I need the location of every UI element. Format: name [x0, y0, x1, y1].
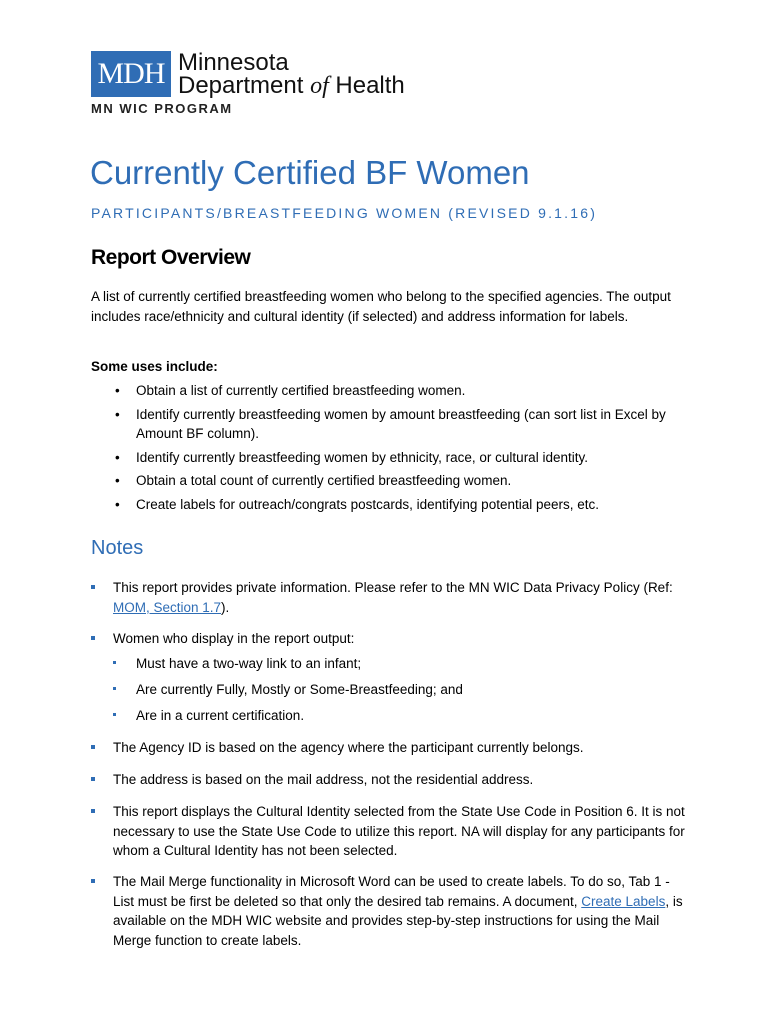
square-bullet-icon: [91, 879, 95, 883]
mdh-logo: [91, 50, 405, 98]
square-bullet-icon: [91, 777, 95, 781]
document-subtitle: PARTICIPANTS/BREASTFEEDING WOMEN (REVISED 9.1.16): [91, 205, 598, 221]
small-square-bullet-icon: [113, 687, 116, 690]
note-mail-merge-end: , is available on the MDH WIC website and provides step-by-step instructions for using the Mail Merge function to create labels.: [113, 893, 683, 948]
note-privacy: [91, 578, 691, 617]
sub-item-text: Are in a current certification.: [136, 708, 305, 723]
note-privacy-text: This report provides private information. Please refer to the MN WIC Data Privacy Policy (Ref:: [113, 580, 673, 595]
square-bullet-icon: [91, 585, 95, 589]
sub-item: [113, 654, 361, 674]
sub-item-text: Are currently Fully, Mostly or Some-Breastfeeding; and: [136, 682, 463, 697]
note-privacy-end: ).: [221, 599, 230, 615]
note-text: The Agency ID is based on the agency where the participant currently belongs.: [113, 740, 584, 755]
note-mail-merge: [91, 872, 691, 950]
mdh-logo-box: MDH: [91, 51, 171, 97]
list-item: • Obtain a list of currently certified breastfeeding women.: [113, 381, 683, 401]
uses-label: Some uses include:: [91, 359, 218, 374]
mdh-logo-text: [178, 48, 405, 99]
sub-item: [113, 706, 304, 726]
document-title: Currently Certified BF Women: [90, 154, 530, 191]
small-square-bullet-icon: [113, 713, 116, 716]
note-address: [91, 770, 691, 790]
note-mail-merge-text: The Mail Merge functionality in Microsoft Word can be used to create labels. To do so, Tab 1 - List must be first be deleted so that only the desired tab remains. A document,: [113, 874, 670, 909]
create-labels-link[interactable]: Create Labels: [581, 893, 666, 909]
small-square-bullet-icon: [113, 661, 116, 664]
uses-list: [113, 381, 683, 518]
square-bullet-icon: [91, 809, 95, 813]
note-text: The address is based on the mail address, not the residential address.: [113, 772, 534, 787]
mom-section-link[interactable]: MOM, Section 1.7: [113, 599, 222, 615]
note-text: Women who display in the report output:: [113, 631, 355, 646]
note-cultural-identity: [91, 802, 691, 861]
note-display-criteria: [91, 629, 691, 649]
logo-line-2-prefix: Department: [178, 71, 311, 99]
note-text: This report displays the Cultural Identity selected from the State Use Code in Position 6. It is not necessary to use the State Use Code to utilize this report. NA will display for any participants for whom a Cultural Identity has not been selected.: [113, 804, 685, 858]
program-name: MN WIC PROGRAM: [91, 101, 233, 116]
square-bullet-icon: [91, 636, 95, 640]
report-overview-heading: Report Overview: [91, 246, 251, 269]
logo-line-2: [178, 71, 405, 99]
note-text: [113, 578, 691, 617]
list-item: • Identify currently breastfeeding women by ethnicity, race, or cultural identity.: [113, 448, 683, 468]
logo-line-1: Minnesota: [178, 48, 289, 76]
notes-heading: Notes: [91, 537, 144, 559]
list-item: • Identify currently breastfeeding women by amount breastfeeding (can sort list in Excel by Amount BF column).: [113, 405, 683, 444]
overview-paragraph: A list of currently certified breastfeeding women who belong to the specified agencies. The output includes race/ethnicity and cultural identity (if selected) and address information for labels.: [91, 289, 671, 324]
square-bullet-icon: [91, 745, 95, 749]
sub-item: [113, 680, 463, 700]
list-item: • Obtain a total count of currently certified breastfeeding women.: [113, 471, 683, 491]
list-item: • Create labels for outreach/congrats postcards, identifying potential peers, etc.: [113, 495, 683, 515]
logo-line-2-suffix: Health: [328, 71, 405, 99]
sub-item-text: Must have a two-way link to an infant;: [136, 656, 362, 671]
note-text: [113, 872, 691, 950]
logo-line-2-of: of: [310, 72, 329, 99]
note-agency-id: [91, 738, 691, 758]
